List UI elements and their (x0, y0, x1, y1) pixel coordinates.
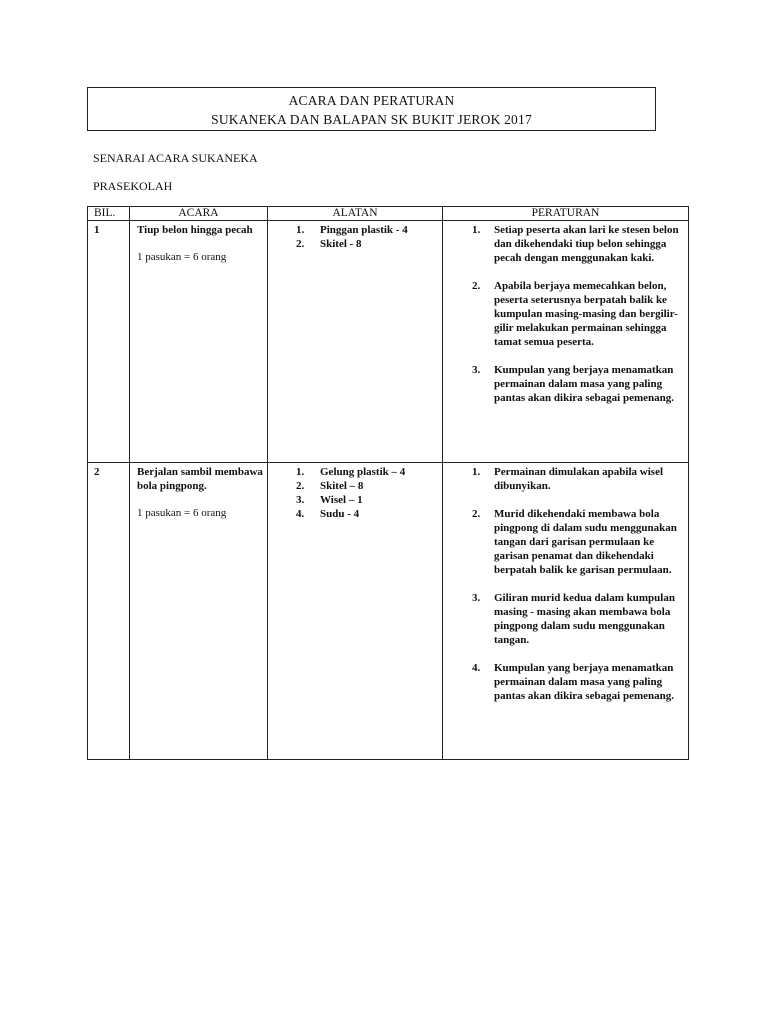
row-bil: 2 (88, 463, 130, 760)
rule-text: Setiap peserta akan lari ke stesen belon dan dikehendaki tiup belon sehingga pecah dengan menggunakan kaki. (494, 224, 679, 264)
item-number: 2. (472, 280, 481, 292)
row-peraturan (443, 221, 689, 463)
list-item (443, 591, 682, 647)
list-item (274, 223, 438, 237)
rule-text: Murid dikehendaki membawa bola pingpong di dalam sudu menggunakan tangan dari garisan permulaan ke garisan penamat dan dikehendaki berpatah balik ke garisan permulaan. (494, 508, 677, 576)
header-acara: ACARA (130, 207, 268, 221)
team-size: 1 pasukan = 6 orang (137, 507, 227, 519)
subsection-title: PRASEKOLAH (93, 179, 173, 193)
list-item (274, 507, 438, 521)
table-row (88, 221, 689, 463)
equipment-text: Pinggan plastik - 4 (320, 224, 408, 236)
item-number: 1. (296, 466, 305, 478)
list-item (443, 223, 682, 265)
list-item (274, 465, 438, 479)
list-item (443, 279, 682, 349)
item-number: 2. (296, 238, 305, 250)
event-name: Berjalan sambil membawa bola pingpong. (137, 466, 263, 492)
item-number: 4. (472, 662, 481, 674)
row-alatan (268, 463, 443, 760)
rule-text: Giliran murid kedua dalam kumpulan masing - masing akan membawa bola pingpong dalam sudu menggunakan tangan. (494, 592, 675, 646)
rule-text: Permainan dimulakan apabila wisel dibunyikan. (494, 466, 664, 492)
rule-text: Kumpulan yang berjaya menamatkan permainan dalam masa yang paling pantas akan dikira sebagai pemenang. (494, 364, 675, 404)
equipment-text: Wisel – 1 (320, 494, 363, 506)
item-number: 3. (472, 364, 481, 376)
list-item (274, 479, 438, 493)
title-line-1: ACARA DAN PERATURAN (288, 93, 455, 108)
item-number: 2. (296, 480, 305, 492)
equipment-text: Sudu - 4 (320, 508, 360, 520)
item-number: 4. (296, 508, 305, 520)
table-row (88, 463, 689, 760)
row-peraturan (443, 463, 689, 760)
equipment-text: Gelung plastik – 4 (320, 466, 406, 478)
item-number: 3. (472, 592, 481, 604)
row-bil: 1 (88, 221, 130, 463)
item-number: 1. (472, 224, 481, 236)
team-size: 1 pasukan = 6 orang (137, 251, 227, 263)
header-alatan: ALATAN (268, 207, 443, 221)
equipment-text: Skitel – 8 (320, 480, 364, 492)
section-title: SENARAI ACARA SUKANEKA (93, 151, 258, 165)
events-table (87, 206, 689, 760)
row-acara (130, 463, 268, 760)
list-item (443, 363, 682, 405)
document-title-box (87, 87, 656, 131)
list-item (443, 661, 682, 703)
row-alatan (268, 221, 443, 463)
item-number: 1. (472, 466, 481, 478)
item-number: 2. (472, 508, 481, 520)
list-item (443, 465, 682, 493)
equipment-text: Skitel - 8 (320, 238, 362, 250)
header-peraturan: PERATURAN (443, 207, 689, 221)
item-number: 1. (296, 224, 305, 236)
header-bil: BIL. (88, 207, 130, 221)
table-header-row (88, 207, 689, 221)
row-acara (130, 221, 268, 463)
list-item (274, 237, 438, 251)
item-number: 3. (296, 494, 305, 506)
list-item (274, 493, 438, 507)
event-name: Tiup belon hingga pecah (137, 224, 253, 236)
rule-text: Apabila berjaya memecahkan belon, peserta seterusnya berpatah balik ke kumpulan masing-masing dan bergilir-gilir melakukan permainan sehingga tamat semua peserta. (494, 280, 678, 348)
rule-text: Kumpulan yang berjaya menamatkan permainan dalam masa yang paling pantas akan dikira sebagai pemenang. (494, 662, 675, 702)
list-item (443, 507, 682, 577)
title-line-2: SUKANEKA DAN BALAPAN SK BUKIT JEROK 2017 (211, 112, 532, 127)
